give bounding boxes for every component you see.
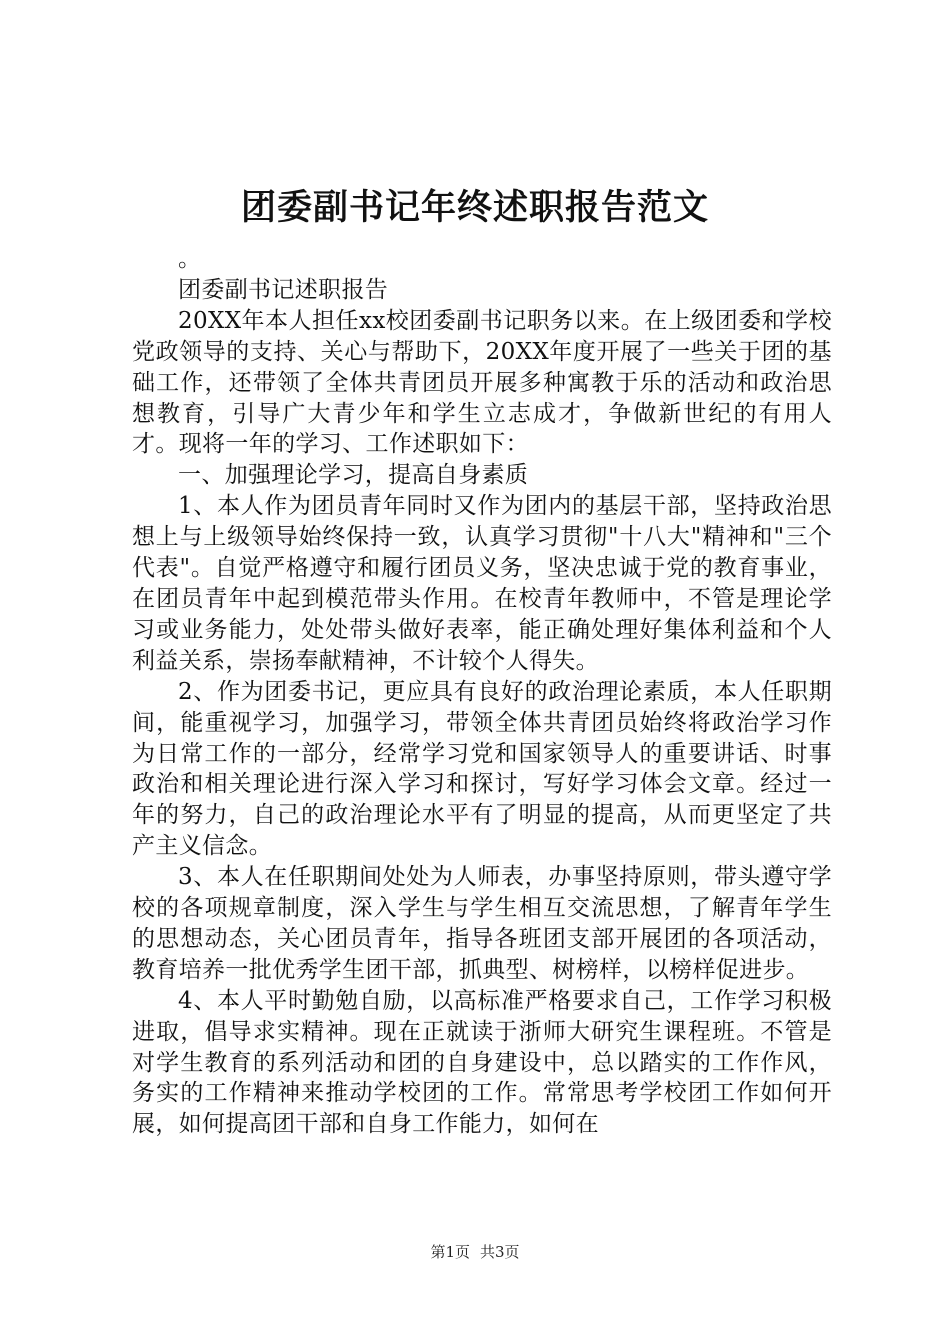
- page-footer: [0, 1240, 950, 1264]
- paragraph-item-1: 1、本人作为团员青年同时又作为团内的基层干部，坚持政治思想上与上级领导始终保持一致，认真学习贯彻"十八大"精神和"三个代表"。自觉严格遵守和履行团员义务，坚决忠诚于党的教育事业，在团员青年中起到模范带头作用。在校青年教师中，不管是理论学习或业务能力，处处带头做好表率，能正确处理好集体利益和个人利益关系，崇扬奉献精神，不计较个人得失。: [132, 493, 832, 674]
- page-total: 共3页: [480, 1243, 520, 1261]
- paragraph-item-2: 2、作为团委书记，更应具有良好的政治理论素质，本人任职期间，能重视学习，加强学习，带领全体共青团员始终将政治学习作为日常工作的一部分，经常学习党和国家领导人的重要讲话、时事政治和相关理论进行深入学习和探讨，写好学习体会文章。经过一年的努力，自己的政治理论水平有了明显的提高，从而更坚定了共产主义信念。: [132, 678, 832, 860]
- section-heading-theory-study: 一、加强理论学习，提高自身素质: [178, 462, 529, 489]
- paragraph-item-4: 4、本人平时勤勉自励，以高标准严格要求自己，工作学习积极进取，倡导求实精神。现在正就读于浙师大研究生课程班。不管是对学生教育的系列活动和团的自身建设中，总以踏实的工作作风，务实的工作精神来推动学校团的工作。常常思考学校团工作如何开展，如何提高团干部和自身工作能力，如何在: [132, 987, 832, 1138]
- paragraph-item-3: 3、本人在任职期间处处为人师表，办事坚持原则，带头遵守学校的各项规章制度，深入学生与学生相互交流思想，了解青年学生的思想动态，关心团员青年，指导各班团支部开展团的各项活动，教育培养一批优秀学生团干部，抓典型、树榜样，以榜样促进步。: [132, 864, 832, 983]
- paragraph-report-heading: 团委副书记述职报告: [178, 276, 389, 303]
- document-body: [132, 244, 832, 1140]
- page-number: 第1页: [430, 1243, 470, 1261]
- paragraph-intro: 20XX年本人担任xx校团委副书记职务以来。在上级团委和学校党政领导的支持、关心与帮助下，20XX年度开展了一些关于团的基础工作，还带领了全体共青团员开展多种寓教于乐的活动和政治思想教育，引导广大青少年和学生立志成才，争做新世纪的有用人才。现将一年的学习、工作述职如下：: [132, 307, 832, 458]
- document-title: 团委副书记年终述职报告范文: [240, 187, 709, 228]
- paragraph-stray-mark: 。: [178, 246, 202, 272]
